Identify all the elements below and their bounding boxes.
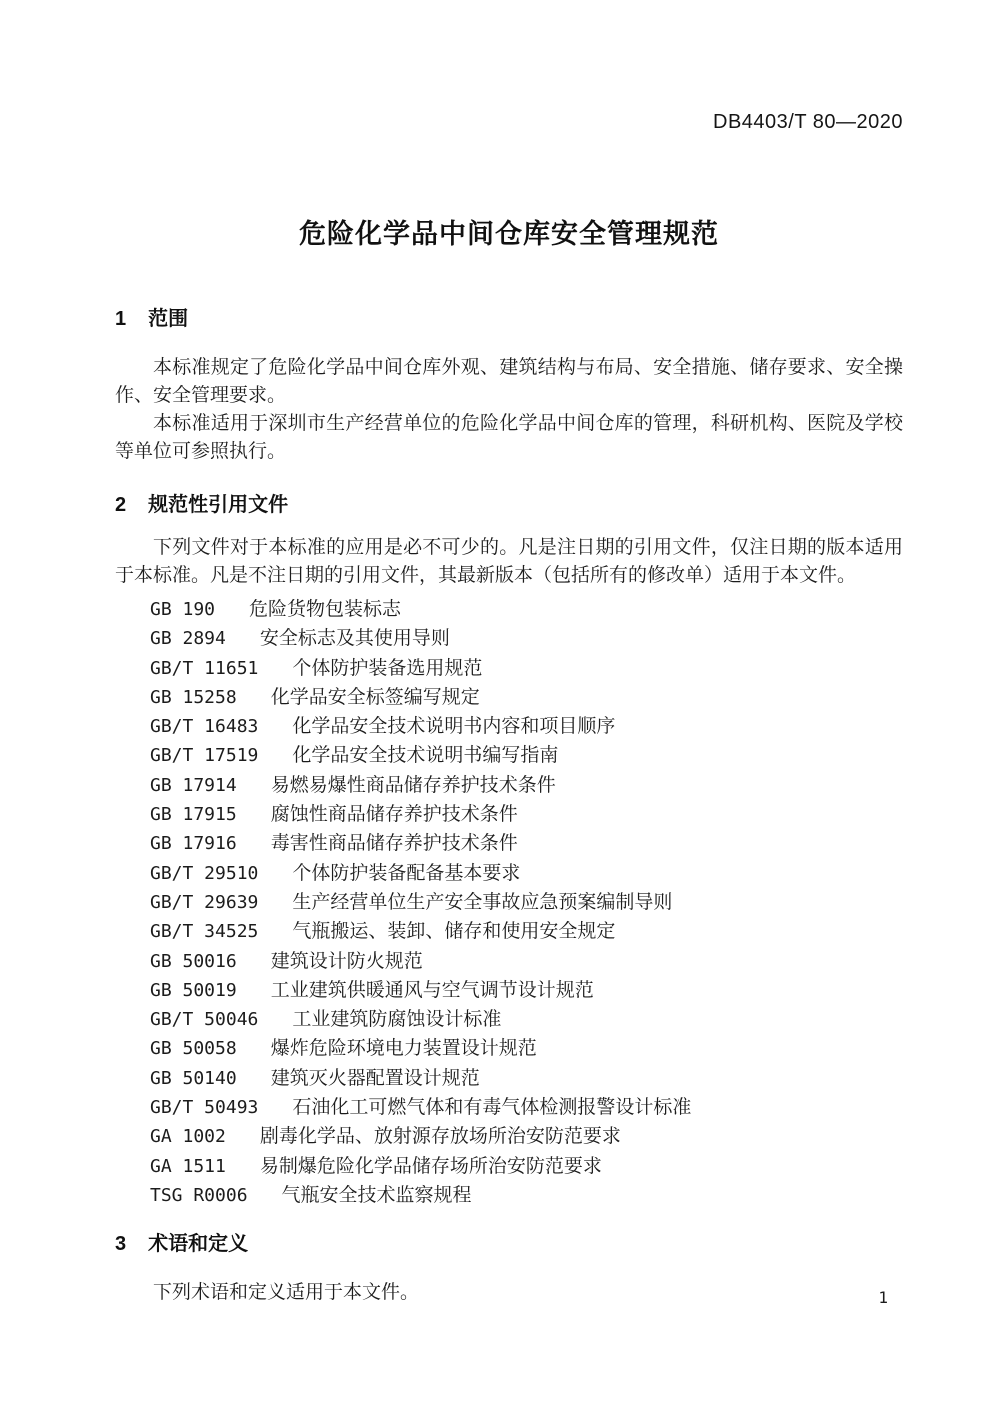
reference-title: 易燃易爆性商品储存养护技术条件 (270, 774, 556, 796)
reference-item (150, 1123, 903, 1152)
section-scope (115, 306, 903, 466)
reference-code: GB/T 50046 (150, 1009, 259, 1031)
doc-header (115, 0, 903, 136)
reference-title: 建筑设计防火规范 (270, 950, 423, 972)
reference-item (150, 1006, 903, 1035)
reference-title: 毒害性商品储存养护技术条件 (270, 833, 518, 855)
reference-code: GB/T 29639 (150, 891, 259, 913)
reference-code: GB 15258 (150, 686, 237, 708)
reference-code: GB 17916 (150, 833, 237, 855)
reference-item (150, 1153, 903, 1182)
reference-title: 个体防护装备配备基本要求 (292, 862, 521, 884)
reference-title: 石油化工可燃气体和有毒气体检测报警设计标准 (292, 1097, 692, 1119)
reference-title: 建筑灭火器配置设计规范 (270, 1067, 480, 1089)
reference-code: GB/T 17519 (150, 745, 259, 767)
reference-item (150, 801, 903, 830)
reference-item (150, 655, 903, 684)
terms-intro-paragraph: 下列术语和定义适用于本文件。 (153, 1282, 420, 1304)
reference-item (150, 772, 903, 801)
reference-title: 工业建筑供暖通风与空气调节设计规范 (270, 979, 594, 1001)
section-normative-references (115, 492, 903, 1211)
reference-title: 安全标志及其使用导则 (259, 628, 450, 650)
standard-number: DB4403/T 80—2020 (713, 111, 903, 133)
section-3-number: 3 (115, 1233, 127, 1256)
reference-code: GB 17914 (150, 774, 237, 796)
reference-item (150, 742, 903, 771)
page-number: 1 (878, 1288, 888, 1307)
reference-item (150, 977, 903, 1006)
section-2-heading (115, 492, 903, 518)
scope-paragraph-1: 本标准规定了危险化学品中间仓库外观、建筑结构与布局、安全措施、储存要求、安全操作、安全管理要求。 (115, 357, 903, 406)
reference-title: 腐蚀性商品储存养护技术条件 (270, 804, 518, 826)
scope-paragraph-2: 本标准适用于深圳市生产经营单位的危险化学品中间仓库的管理，科研机构、医院及学校等单位可参照执行。 (115, 413, 903, 462)
reference-item (150, 1065, 903, 1094)
reference-code: GB/T 50493 (150, 1097, 259, 1119)
reference-item (150, 830, 903, 859)
reference-code: GB 50058 (150, 1038, 237, 1060)
section-1-heading (115, 306, 903, 332)
reference-item (150, 1094, 903, 1123)
reference-title: 生产经营单位生产安全事故应急预案编制导则 (292, 891, 673, 913)
reference-code: TSG R0006 (150, 1184, 248, 1206)
reference-title: 化学品安全标签编写规定 (270, 686, 480, 708)
reference-code: GB/T 29510 (150, 862, 259, 884)
reference-item (150, 948, 903, 977)
reference-code: GA 1002 (150, 1126, 226, 1148)
reference-item (150, 625, 903, 654)
reference-title: 气瓶安全技术监察规程 (281, 1184, 472, 1206)
reference-item (150, 713, 903, 742)
reference-code: GB 50019 (150, 979, 237, 1001)
section-2-number: 2 (115, 494, 127, 516)
reference-title: 化学品安全技术说明书编写指南 (292, 745, 559, 767)
reference-code: GA 1511 (150, 1155, 226, 1177)
reference-title: 气瓶搬运、装卸、储存和使用安全规定 (292, 921, 616, 943)
reference-item (150, 1035, 903, 1064)
reference-code: GB/T 34525 (150, 921, 259, 943)
reference-title: 个体防护装备选用规范 (292, 657, 483, 679)
reference-code: GB/T 11651 (150, 657, 259, 679)
reference-title: 工业建筑防腐蚀设计标准 (292, 1009, 502, 1031)
reference-item (150, 860, 903, 889)
document-title: 危险化学品中间仓库安全管理规范 (299, 219, 719, 249)
section-3-heading (115, 1231, 903, 1257)
reference-code: GB/T 16483 (150, 716, 259, 738)
reference-code: GB 17915 (150, 804, 237, 826)
reference-title: 危险货物包装标志 (249, 599, 402, 620)
reference-code: GB 190 (150, 599, 216, 620)
reference-title: 剧毒化学品、放射源存放场所治安防范要求 (259, 1126, 621, 1148)
reference-code: GB 50016 (150, 950, 237, 972)
reference-item (150, 889, 903, 918)
reference-item (150, 684, 903, 713)
reference-item (150, 596, 903, 625)
reference-code: GB 50140 (150, 1067, 237, 1089)
reference-item (150, 918, 903, 947)
section-2-title: 规范性引用文件 (148, 494, 289, 516)
reference-title: 爆炸危险环境电力装置设计规范 (270, 1038, 537, 1060)
section-1-title: 范围 (148, 308, 189, 330)
references-intro-paragraph: 下列文件对于本标准的应用是必不可少的。凡是注日期的引用文件，仅注日期的版本适用于本标准。凡是不注日期的引用文件，其最新版本（包括所有的修改单）适用于本文件。 (115, 537, 903, 586)
reference-code: GB 2894 (150, 628, 226, 650)
reference-item (150, 1182, 903, 1211)
reference-title: 易制爆危险化学品储存场所治安防范要求 (259, 1155, 602, 1177)
section-1-number: 1 (115, 308, 127, 330)
reference-list (115, 596, 903, 1211)
reference-title: 化学品安全技术说明书内容和项目顺序 (292, 716, 616, 738)
section-3-title: 术语和定义 (148, 1233, 249, 1256)
section-terms-definitions (115, 1231, 903, 1307)
